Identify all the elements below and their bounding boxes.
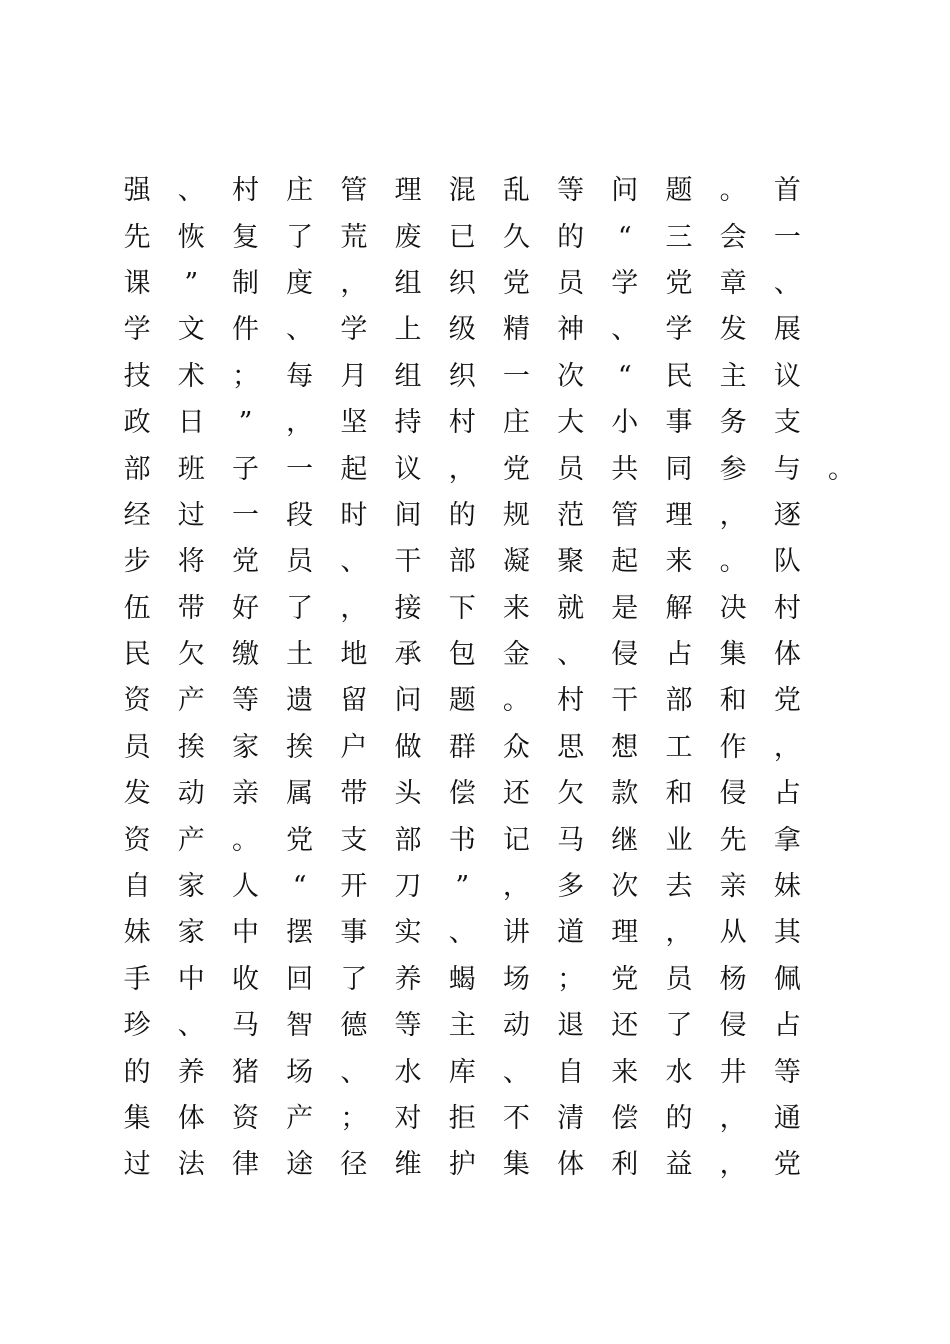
text-line: 珍 、 马 智 德 等 主 动 退 还 了 侵 占 xyxy=(123,1010,801,1042)
body-text xyxy=(110,168,856,1189)
text-line: 员 挨 家 挨 户 做 群 众 思 想 工 作 ， xyxy=(123,731,801,763)
text-line: 经 过 一 段 时 间 的 规 范 管 理 ， 逐 xyxy=(123,499,801,531)
text-line: 自 家 人 “ 开 刀 ” ， 多 次 去 亲 妹 xyxy=(123,871,801,903)
text-line: 强 、 村 庄 管 理 混 乱 等 问 题 。 首 xyxy=(123,175,801,207)
text-line: 技 术 ； 每 月 组 织 一 次 “ 民 主 议 xyxy=(123,360,801,392)
text-line: 先 恢 复 了 荒 废 已 久 的 “ 三 会 一 xyxy=(123,221,801,253)
text-line: 集 体 资 产 ； 对 拒 不 清 偿 的 ， 通 xyxy=(123,1103,801,1134)
text-line: 手 中 收 回 了 养 蝎 场 ； 党 员 杨 佩 xyxy=(123,963,801,995)
text-line: 步 将 党 员 、 干 部 凝 聚 起 来 。 队 xyxy=(123,546,801,578)
text-line: 妹 家 中 摆 事 实 、 讲 道 理 ， 从 其 xyxy=(123,917,801,949)
text-line: 伍 带 好 了 ， 接 下 来 就 是 解 决 村 xyxy=(123,592,801,624)
text-line: 发 动 亲 属 带 头 偿 还 欠 款 和 侵 占 xyxy=(123,778,801,810)
text-line: 部 班 子 一 起 议 ， 党 员 共 同 参 与 。 xyxy=(123,453,856,485)
text-line: 资 产 。 党 支 部 书 记 马 继 业 先 拿 xyxy=(123,824,801,856)
text-line: 的 养 猪 场 、 水 库 、 自 来 水 井 等 xyxy=(123,1056,801,1088)
text-line: 过 法 律 途 径 维 护 集 体 利 益 ， 党 xyxy=(123,1149,801,1181)
text-line: 课 ” 制 度 ， 组 织 党 员 学 党 章 、 xyxy=(123,267,801,299)
text-line: 资 产 等 遗 留 问 题 。 村 干 部 和 党 xyxy=(123,685,801,717)
text-line: 政 日 ” ， 坚 持 村 庄 大 小 事 务 支 xyxy=(123,407,801,439)
text-line: 民 欠 缴 土 地 承 包 金 、 侵 占 集 体 xyxy=(123,639,801,671)
text-line: 学 文 件 、 学 上 级 精 神 、 学 发 展 xyxy=(123,314,801,346)
